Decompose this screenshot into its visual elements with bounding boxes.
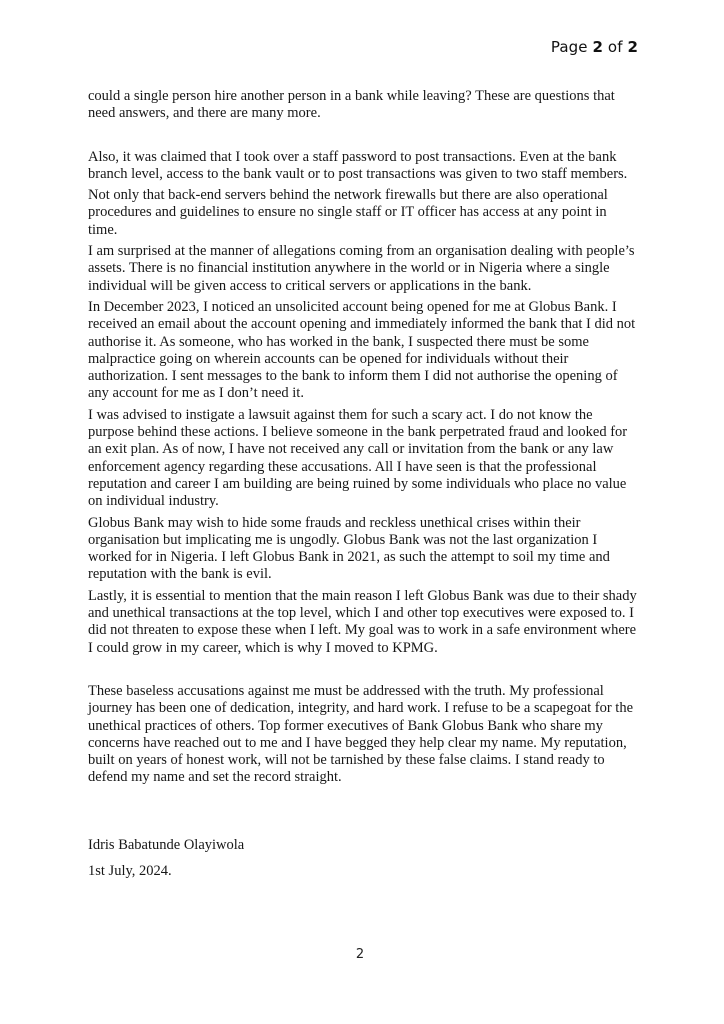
page-header: [551, 38, 638, 56]
header-page-current: 2: [592, 38, 604, 56]
signature-name: Idris Babatunde Olayiwola: [88, 836, 245, 853]
signature-date: 1st July, 2024.: [88, 862, 172, 879]
paragraph-lawsuit-advice: I was advised to instigate a lawsuit against them for such a scary act. I do not know the purpose behind these actions. I believe someone in the bank perpetrated fraud and looked for an exit plan. As of now, I have not received any call or invitation from the bank or any law enforcement agency regarding these accusations. All I have seen is that the professional reputation and career I am building are being ruined by some individuals who place no value on individual industry.: [88, 406, 628, 510]
header-page-total: 2: [627, 38, 638, 56]
paragraph-reason-left: Lastly, it is essential to mention that the main reason I left Globus Bank was due to their shady and unethical transactions at the top level, which I and other top executives were exposed to. I did not threaten to expose these when I left. My goal was to work in a safe environment where I could grow in my career, which is why I moved to KPMG.: [88, 587, 637, 656]
header-page-word: Page: [550, 38, 593, 56]
paragraph-backend-servers: Not only that back-end servers behind the network firewalls but there are also operational procedures and guidelines to ensure no single staff or IT officer has access at any point in time.: [88, 187, 608, 238]
page-number-footer: [0, 947, 720, 962]
letter-body: [88, 88, 637, 880]
paragraph-surprised-allegations: I am surprised at the manner of allegations coming from an organisation dealing with people’s assets. There is no financial institution anywhere in the world or in Nigeria where a single individual will be given access to critical servers or applications in the bank.: [88, 243, 635, 294]
footer-page-number: 2: [355, 947, 365, 962]
paragraph-staff-password: Also, it was claimed that I took over a staff password to post transactions. Even at the bank branch level, access to the bank vault or to post transactions was given to two staff members.: [88, 148, 628, 182]
header-of-word: of: [603, 38, 628, 56]
paragraph-globus-frauds: Globus Bank may wish to hide some frauds and reckless unethical crises within their organisation but implicating me is ungodly. Globus Bank was not the last organization I worked for in Nigeria. I left Globus Bank in 2021, as such the attempt to soil my time and reputation with the bank is evil.: [88, 514, 610, 583]
paragraph-baseless-accusations: These baseless accusations against me must be addressed with the truth. My professional journey has been one of dedication, integrity, and hard work. I refuse to be a scapegoat for the unethical practices of others. Top former executives of Bank Globus Bank who share my concerns have reached out to me and I have begged they help clear my name. My reputation, built on years of honest work, will not be tarnished by these false claims. I stand ready to defend my name and set the record straight.: [88, 682, 634, 786]
paragraph-unsolicited-account: In December 2023, I noticed an unsolicited account being opened for me at Globus Bank. I received an email about the account opening and immediately informed the bank that I did not authorise it. As someone, who has worked in the bank, I suspected there must be some malpractice going on wherein accounts can be opened for individuals without their authorization. I sent messages to the bank to inform them I did not authorise the opening of any account for me as I don’t need it.: [88, 298, 636, 402]
paragraph-questions: could a single person hire another person in a bank while leaving? These are questions that need answers, and there are many more.: [88, 88, 615, 122]
